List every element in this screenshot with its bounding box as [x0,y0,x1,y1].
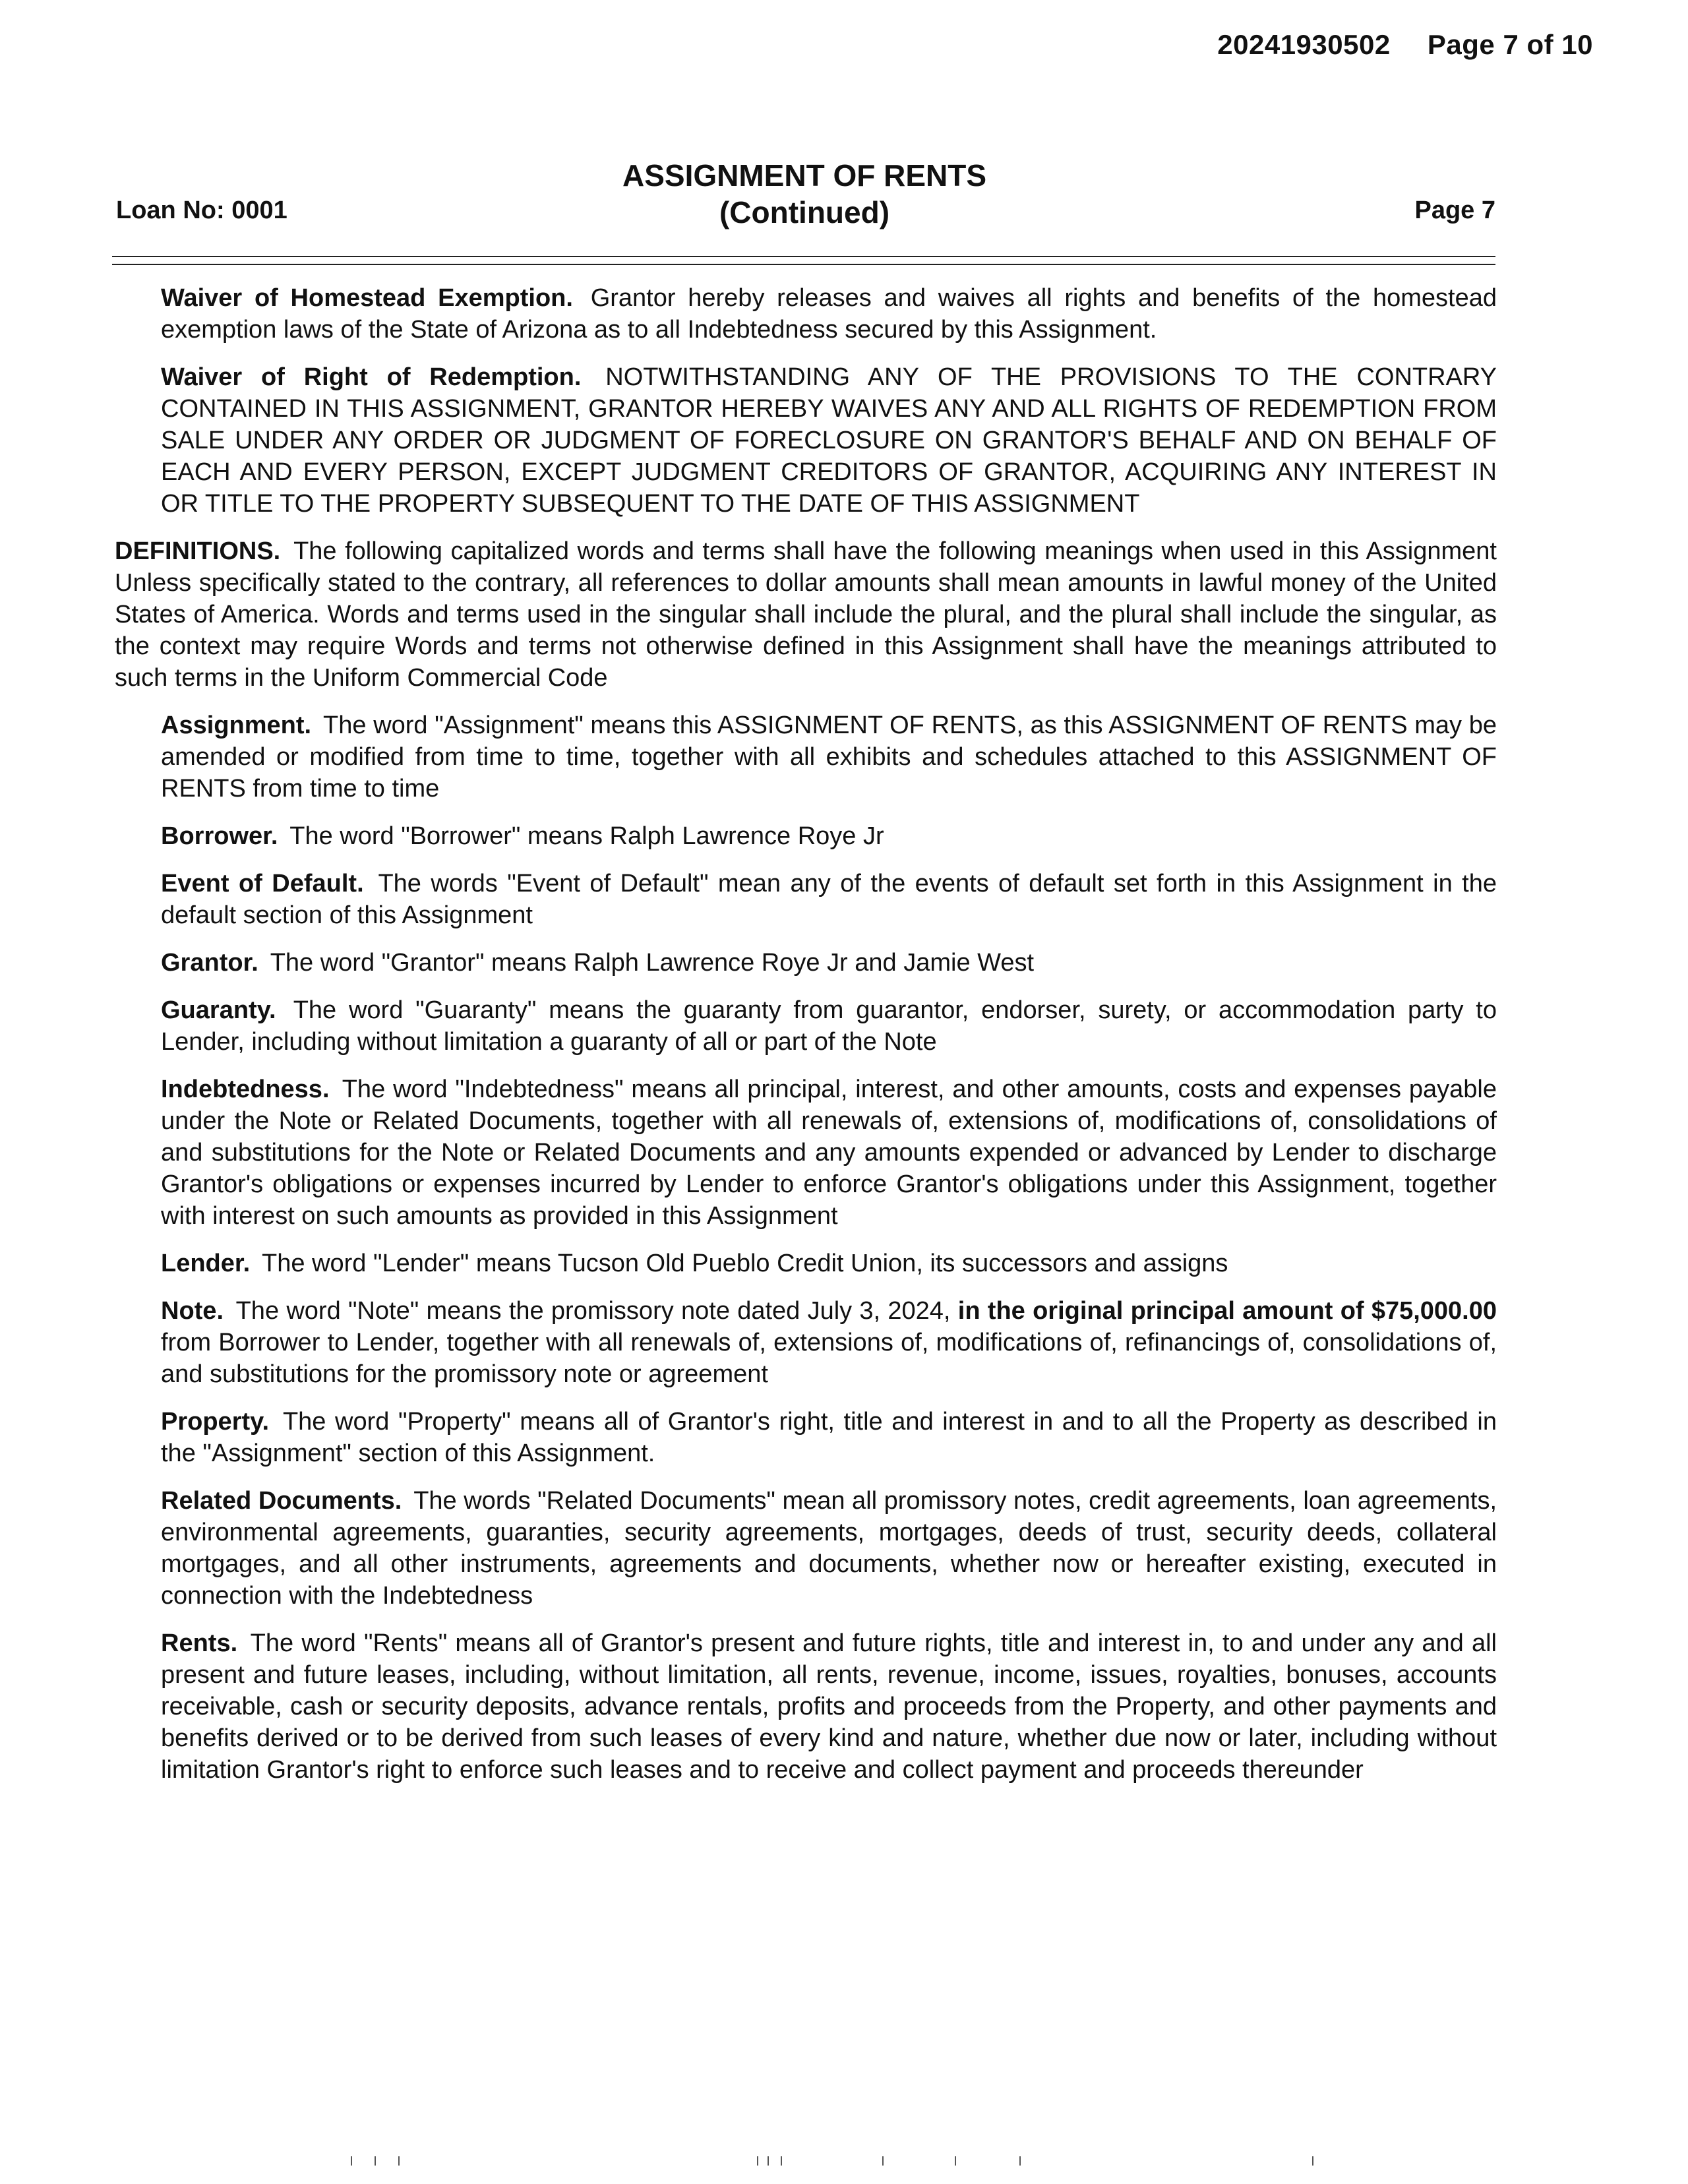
borrower-term: Borrower. [161,822,278,850]
definition-property [161,1406,1497,1469]
definition-event-of-default [161,868,1497,931]
assignment-text: The word "Assignment" means this ASSIGNMENT OF RENTS, as this ASSIGNMENT OF RENTS may be amended or modified from time to time, together with all exhibits and schedules attached to this ASSIGNMENT OF RENTS from time to time [161,712,1497,803]
note-term: Note. [161,1297,224,1325]
title-main: ASSIGNMENT OF RENTS [622,158,987,193]
rents-term: Rents. [161,1629,238,1657]
borrower-text: The word "Borrower" means Ralph Lawrence Roye Jr [289,822,884,850]
property-text: The word "Property" means all of Grantor's right, title and interest in and to all the Property as described in the "Assignment" section of this Assignment. [161,1408,1497,1467]
header-rule-top [112,256,1495,257]
definition-guaranty [161,994,1497,1058]
loan-number: Loan No: 0001 [116,197,287,224]
title-continued: (Continued) [719,195,890,229]
scan-artifact-marks [0,2156,1688,2169]
guaranty-text: The word "Guaranty" means the guaranty from guarantor, endorser, surety, or accommodation party to Lender, including without limitation a guaranty of all or part of the Note [161,996,1497,1056]
page-number: Page 7 [1414,197,1495,224]
waiver-homestead-text: Grantor hereby releases and waives all rights and benefits of the homestead exemption laws of the State of Arizona as to all Indebtedness secured by this Assignment. [161,284,1497,344]
waiver-homestead-paragraph [161,282,1497,346]
definition-note [161,1295,1497,1390]
definitions-term: DEFINITIONS. [115,537,281,565]
indebtedness-term: Indebtedness. [161,1076,330,1103]
note-text-a: The word "Note" means the promissory note dated July 3, 2024, [235,1297,951,1325]
definition-assignment [161,710,1497,804]
document-body [115,282,1497,1802]
event-of-default-text: The words "Event of Default" mean any of the events of default set forth in this Assignment in the default section of this Assignment [161,870,1497,929]
lender-text: The word "Lender" means Tucson Old Pueblo Credit Union, its successors and assigns [262,1250,1228,1277]
header-rule-bottom [112,264,1495,265]
page-of-count: Page 7 of 10 [1427,29,1593,60]
definition-lender [161,1248,1497,1279]
lender-term: Lender. [161,1250,251,1277]
definition-indebtedness [161,1074,1497,1232]
waiver-redemption-term: Waiver of Right of Redemption. [161,363,582,391]
definitions-text: The following capitalized words and terms shall have the following meanings when used in this Assignment Unless specifically stated to the contrary, all references to dollar amounts shall mean amounts in lawful money of the United States of America. Words and terms used in the singular shall include the plural, and the plural shall include the singular, as the context may require Words and terms not otherwise defined in this Assignment shall have the meanings attributed to such terms in the Uniform Commercial Code [115,537,1497,692]
rents-text: The word "Rents" means all of Grantor's present and future rights, title and interest in, to and under any and all present and future leases, including, without limitation, all rents, revenue, income, issues, royalties, bonuses, accounts receivable, cash or security deposits, advance rentals, profits and proceeds from the Property, and other payments and benefits derived or to be derived from such leases of every kind and nature, whether due now or later, including without limitation Grantor's right to enforce such leases and to receive and collect payment and proceeds thereunder [161,1629,1497,1784]
waiver-redemption-text: NOTWITHSTANDING ANY OF THE PROVISIONS TO THE CONTRARY CONTAINED IN THIS ASSIGNMENT, GRANTOR HEREBY WAIVES ANY AND ALL RIGHTS OF REDEMPTION FROM SALE UNDER ANY ORDER OR JUDGMENT OF FORECLOSURE ON GRANTOR'S BEHALF AND ON BEHALF OF EACH AND EVERY PERSON, EXCEPT JUDGMENT CREDITORS OF GRANTOR, ACQUIRING ANY INTEREST IN OR TITLE TO THE PROPERTY SUBSEQUENT TO THE DATE OF THIS ASSIGNMENT [161,363,1497,518]
grantor-term: Grantor. [161,949,258,977]
grantor-text: The word "Grantor" means Ralph Lawrence Roye Jr and Jamie West [270,949,1035,977]
document-number: 20241930502 [1217,29,1391,60]
related-documents-text: The words "Related Documents" mean all promissory notes, credit agreements, loan agreements, environmental agreements, guaranties, security agreements, mortgages, deeds of trust, security deeds, collateral mortgages, and all other instruments, agreements and documents, whether now or hereafter existing, executed in connection with the Indebtedness [161,1487,1497,1610]
note-principal-amount: in the original principal amount of $75,000.00 [957,1297,1497,1325]
assignment-term: Assignment. [161,712,312,739]
note-text-b: from Borrower to Lender, together with all renewals of, extensions of, modifications of, refinancings of, consolidations of, and substitutions for the promissory note or agreement [161,1329,1497,1388]
waiver-homestead-term: Waiver of Homestead Exemption. [161,284,573,312]
indebtedness-text: The word "Indebtedness" means all principal, interest, and other amounts, costs and expenses payable under the Note or Related Documents, together with all renewals of, extensions of, modifications of, consolidations of and substitutions for the Note or Related Documents and any amounts expended or advanced by Lender to discharge Grantor's obligations or expenses incurred by Lender to enforce Grantor's obligations under this Assignment, together with interest on such amounts as provided in this Assignment [161,1076,1497,1230]
event-of-default-term: Event of Default. [161,870,364,897]
definition-rents [161,1627,1497,1786]
definition-related-documents [161,1485,1497,1612]
definitions-paragraph [115,535,1497,694]
guaranty-term: Guaranty. [161,996,276,1024]
definition-grantor [161,947,1497,979]
recording-header [1217,29,1593,61]
waiver-redemption-paragraph [161,361,1497,520]
related-documents-term: Related Documents. [161,1487,402,1515]
property-term: Property. [161,1408,270,1436]
definition-borrower [161,820,1497,852]
